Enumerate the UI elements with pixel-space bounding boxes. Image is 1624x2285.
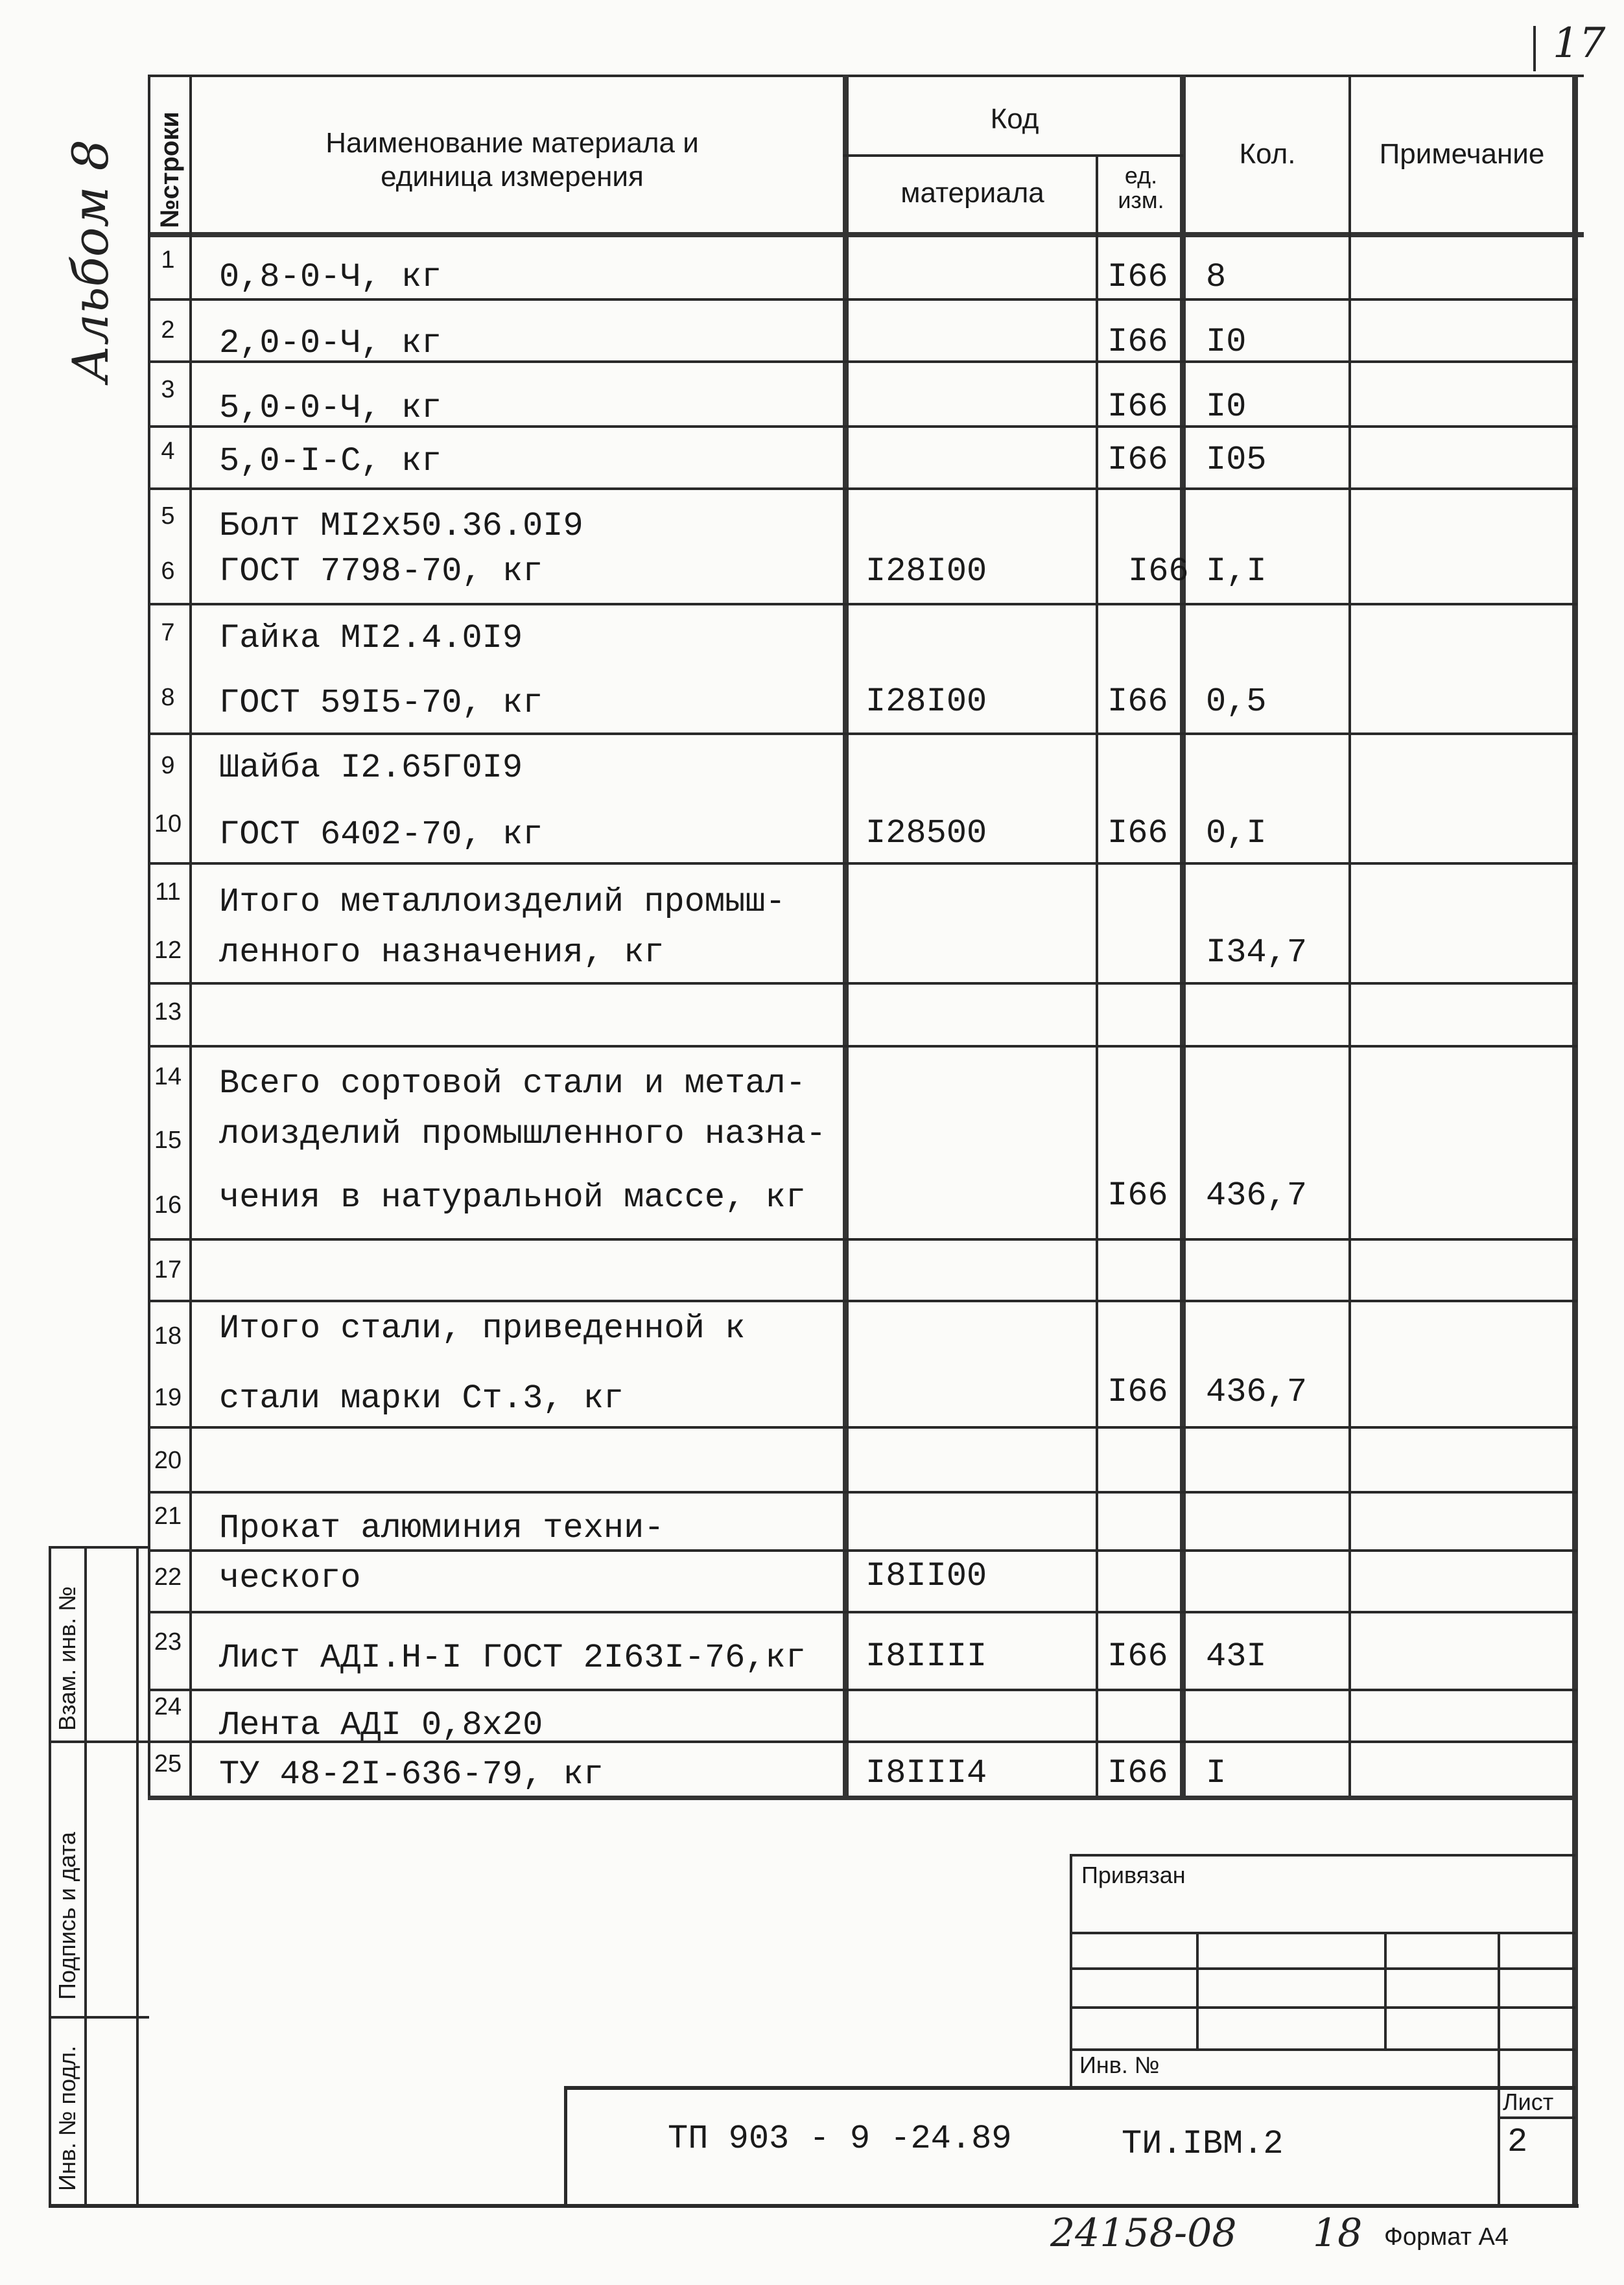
row-name: ленного назначения, кг — [219, 933, 665, 972]
row-name: Прокат алюминия техни- — [219, 1509, 665, 1547]
row-number: 8 — [161, 684, 175, 711]
row-name: чения в натуральной массе, кг — [219, 1178, 806, 1217]
row-quantity: I — [1206, 1754, 1227, 1792]
row-name: ГОСТ 59I5-70, кг — [219, 684, 543, 722]
row-number: 5 — [161, 502, 175, 530]
header-note: Примечание — [1379, 138, 1545, 170]
row-name: ГОСТ 6402-70, кг — [219, 815, 543, 854]
row-quantity: 436,7 — [1206, 1177, 1308, 1215]
archive-number: 24158-08 — [1050, 2210, 1237, 2256]
sheet-label: Лист — [1503, 2089, 1554, 2115]
row-number: 1 — [161, 246, 175, 274]
row-unit: I66 — [1107, 441, 1168, 479]
row-unit: I66 — [1107, 258, 1168, 296]
row-unit: I66 — [1107, 1637, 1168, 1676]
row-unit: I66 — [1107, 1177, 1168, 1215]
doc-part: ТИ.IВМ.2 — [1122, 2125, 1284, 2163]
row-material: I8IIII — [865, 1637, 987, 1676]
row-name: 0,8-0-Ч, кг — [219, 258, 442, 296]
row-unit: I66 — [1107, 814, 1168, 852]
row-number: 4 — [161, 438, 175, 465]
row-number: 3 — [161, 376, 175, 403]
row-number: 24 — [154, 1693, 182, 1720]
row-material: I28I00 — [865, 552, 987, 591]
sheet-number: 2 — [1507, 2123, 1528, 2161]
row-unit: I66 — [1107, 323, 1168, 361]
row-number: 14 — [154, 1063, 182, 1090]
header-row-number: №строки — [156, 111, 184, 228]
row-material: I8II00 — [865, 1557, 987, 1595]
row-name: 5,0-I-С, кг — [219, 442, 442, 480]
privyazan-label: Привязан — [1081, 1862, 1186, 1888]
row-unit: I66 — [1107, 1754, 1168, 1792]
row-name: Гайка МI2.4.0I9 — [219, 619, 523, 657]
row-unit: I66 — [1128, 552, 1189, 591]
row-name: ГОСТ 7798-70, кг — [219, 552, 543, 591]
row-name: лоизделий промышленного назна- — [219, 1115, 827, 1153]
row-quantity: 0,5 — [1206, 683, 1267, 721]
row-number: 7 — [161, 619, 175, 646]
album-label: Альбом 8 — [62, 139, 119, 382]
row-name: 5,0-0-Ч, кг — [219, 389, 442, 427]
row-quantity: 43I — [1206, 1637, 1267, 1676]
row-unit: I66 — [1107, 683, 1168, 721]
inv-no-label: Инв. № — [1079, 2052, 1160, 2078]
row-quantity: I,I — [1206, 552, 1267, 591]
vzam-inv-label: Взам. инв. № — [54, 1586, 80, 1731]
row-name: ческого — [219, 1559, 361, 1597]
row-number: 22 — [154, 1564, 182, 1591]
row-name: Лист АДI.Н-I ГОСТ 2I63I-76,кг — [219, 1639, 806, 1677]
row-material: I8III4 — [865, 1754, 987, 1792]
row-name: Шайба I2.65Г0I9 — [219, 749, 523, 787]
row-quantity: 8 — [1206, 258, 1227, 296]
row-number: 16 — [154, 1191, 182, 1219]
format-label: Формат А4 — [1384, 2223, 1509, 2251]
doc-code: ТП 903 - 9 -24.89 — [668, 2120, 1012, 2158]
row-name: Итого стали, приведенной к — [219, 1309, 746, 1348]
header-code: Код — [990, 103, 1039, 135]
row-name: Болт МI2х50.36.0I9 — [219, 507, 583, 545]
row-number: 15 — [154, 1127, 182, 1154]
signature-date-label: Подпись и дата — [54, 1832, 80, 2000]
row-name: Итого металлоизделий промыш- — [219, 883, 786, 921]
page-number: 17 — [1553, 19, 1606, 67]
row-number: 20 — [154, 1447, 182, 1474]
row-number: 23 — [154, 1628, 182, 1656]
row-quantity: 0,I — [1206, 814, 1267, 852]
row-name: ТУ 48-2I-636-79, кг — [219, 1755, 604, 1794]
header-quantity: Кол. — [1239, 138, 1296, 170]
row-number: 19 — [154, 1384, 182, 1411]
row-quantity: I0 — [1206, 323, 1247, 361]
header-material: материала — [900, 177, 1044, 209]
row-name: Лента АДI 0,8х20 — [219, 1706, 543, 1744]
row-name: стали марки Ст.3, кг — [219, 1379, 624, 1418]
archive-sheet: 18 — [1313, 2210, 1363, 2256]
row-number: 11 — [155, 878, 181, 906]
row-number: 13 — [154, 998, 182, 1025]
row-number: 17 — [154, 1256, 182, 1283]
row-number: 18 — [154, 1322, 182, 1350]
row-number: 12 — [154, 937, 182, 964]
row-quantity: I34,7 — [1206, 933, 1308, 972]
row-number: 10 — [154, 810, 182, 838]
row-unit: I66 — [1107, 1373, 1168, 1411]
row-quantity: 436,7 — [1206, 1373, 1308, 1411]
row-number: 21 — [154, 1503, 182, 1530]
header-unit: ед. изм. — [1118, 162, 1164, 213]
row-material: I28500 — [865, 814, 987, 852]
row-number: 2 — [161, 316, 175, 344]
row-name: 2,0-0-Ч, кг — [219, 324, 442, 362]
row-number: 25 — [154, 1750, 182, 1777]
row-unit: I66 — [1107, 388, 1168, 426]
row-quantity: I0 — [1206, 388, 1247, 426]
row-material: I28I00 — [865, 683, 987, 721]
row-quantity: I05 — [1206, 441, 1267, 479]
row-number: 9 — [161, 752, 175, 779]
row-number: 6 — [161, 557, 175, 585]
inv-original-label: Инв. № подл. — [54, 2045, 80, 2191]
row-name: Всего сортовой стали и метал- — [219, 1064, 806, 1103]
header-name: Наименование материала и единица измерения — [325, 127, 699, 193]
